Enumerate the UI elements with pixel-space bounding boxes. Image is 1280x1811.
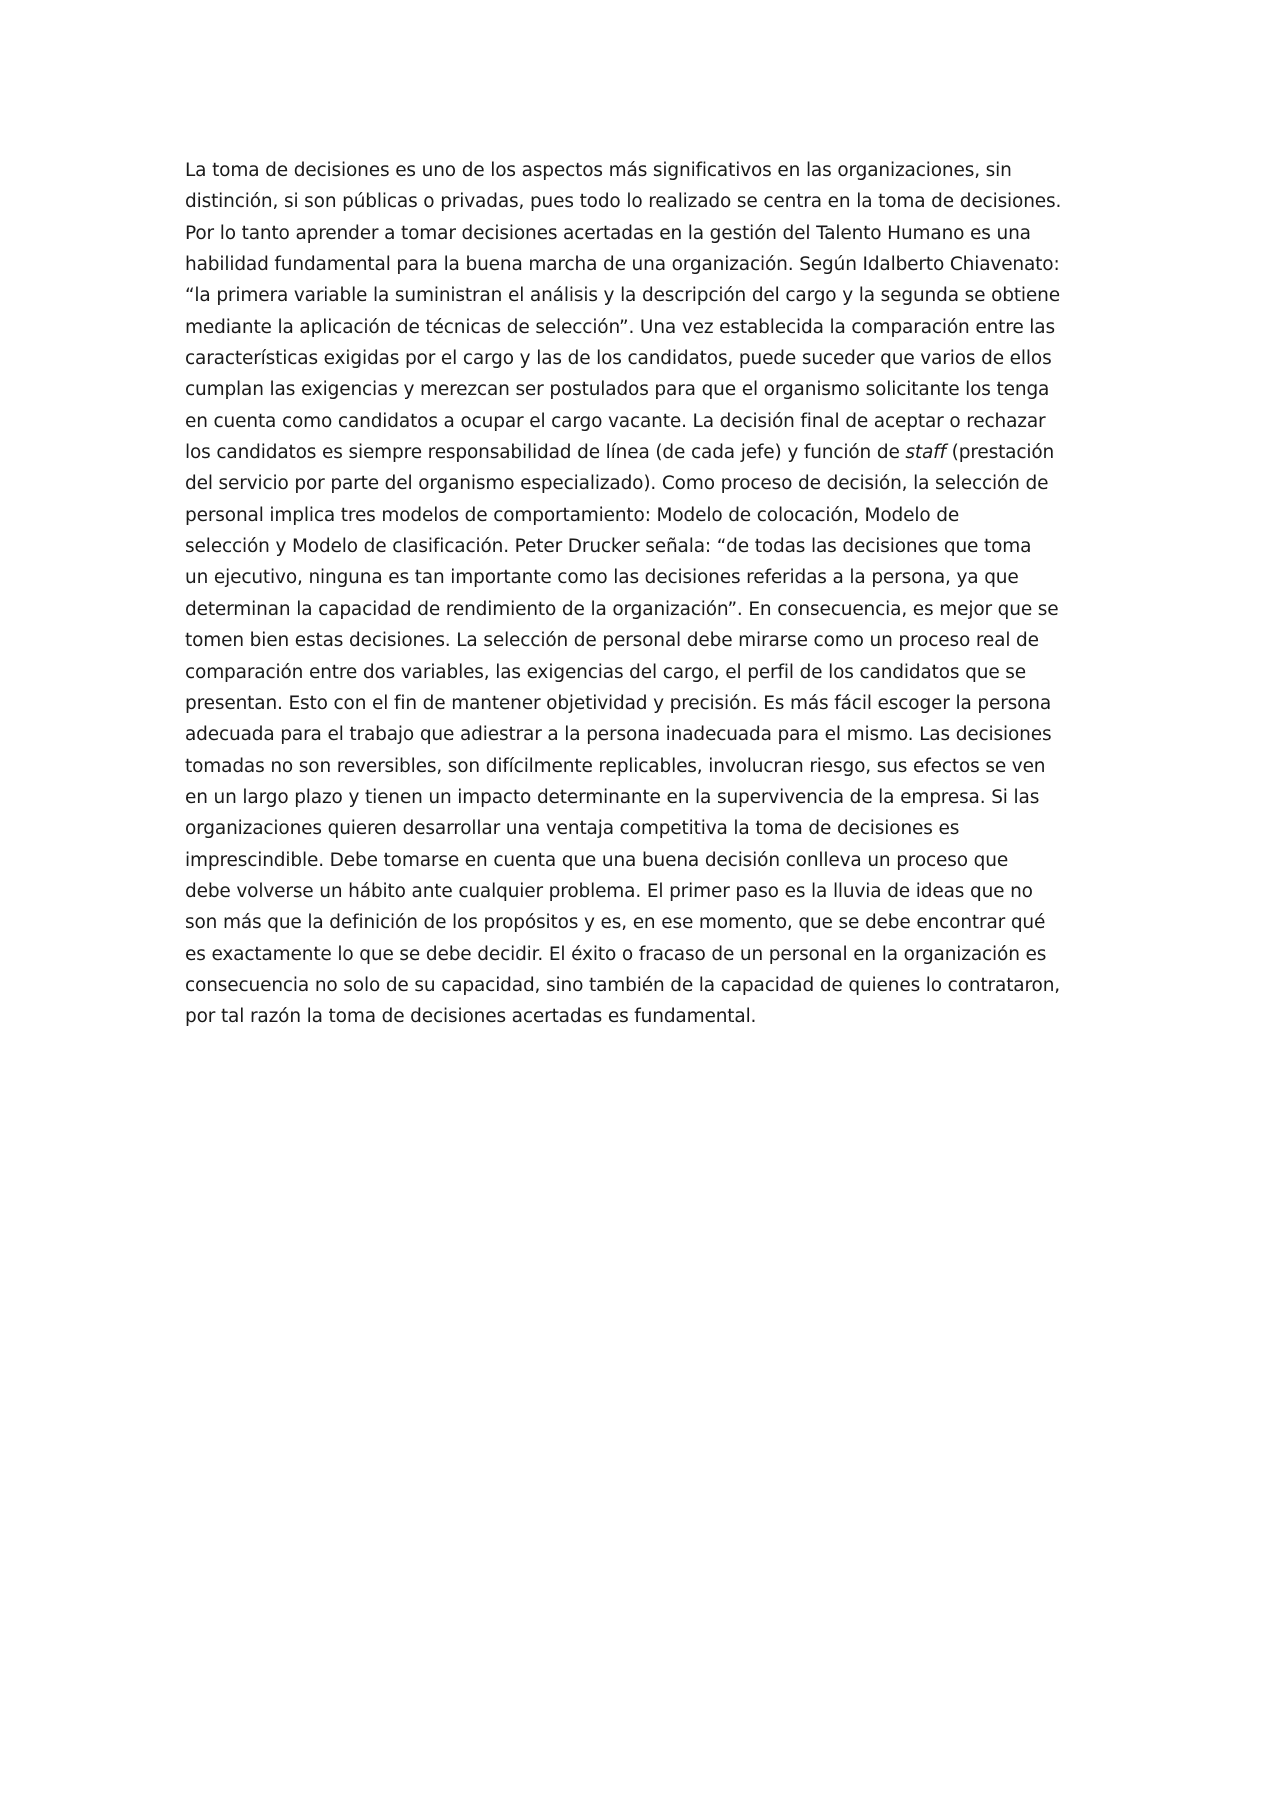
body-paragraph <box>185 155 1105 1033</box>
paragraph-text-start: La toma de decisiones es uno de los aspectos más significativos en las organizaciones, sin distinción, si son públicas o privadas, pues todo lo realizado se centra en la toma de decisiones. Por lo tanto aprender a tomar decisiones acertadas en la gestión del Talento Humano es una habilidad fundamental para la buena marcha de una organización. Según Idalberto Chiavenato: “la primera variable la suministran el análisis y la descripción del cargo y la segunda se obtiene mediante la aplicación de técnicas de selección”. Una vez establecida la comparación entre las características exigidas por el cargo y las de los candidatos, puede suceder que varios de ellos cumplan las exigencias y merezcan ser postulados para que el organismo solicitante los tenga en cuenta como candidatos a ocupar el cargo vacante. La decisión final de aceptar o rechazar los candidatos es siempre responsabilidad de línea (de cada jefe) y función de <box>185 160 1062 464</box>
italic-term-staff: staff <box>905 442 946 464</box>
paragraph-text-end: (prestación del servicio por parte del organismo especializado). Como proceso de decisión, la selección de personal implica tres modelos de comportamiento: Modelo de colocación, Modelo de selección y Modelo de clasificación. Peter Drucker señala: “de todas las decisiones que toma un ejecutivo, ninguna es tan importante como las decisiones referidas a la persona, ya que determinan la capacidad de rendimiento de la organización”. En consecuencia, es mejor que se tomen bien estas decisiones. La selección de personal debe mirarse como un proceso real de comparación entre dos variables, las exigencias del cargo, el perfil de los candidatos que se presentan. Esto con el fin de mantener objetividad y precisión. Es más fácil escoger la persona adecuada para el trabajo que adiestrar a la persona inadecuada para el mismo. Las decisiones tomadas no son reversibles, son difícilmente replicables, involucran riesgo, sus efectos se ven en un largo plazo y tienen un impacto determinante en la supervivencia de la empresa. Si las organizaciones quieren desarrollar una ventaja competitiva la toma de decisiones es imprescindible. Debe tomarse en cuenta que una buena decisión conlleva un proceso que debe volverse un hábito ante cualquier problema. El primer paso es la lluvia de ideas que no son más que la definición de los propósitos y es, en ese momento, que se debe encontrar qué es exactamente lo que se debe decidir. El éxito o fracaso de un personal en la organización es consecuencia no solo de su capacidad, sino también de la capacidad de quienes lo contrataron, por tal razón la toma de decisiones acertadas es fundamental. <box>185 442 1061 1028</box>
